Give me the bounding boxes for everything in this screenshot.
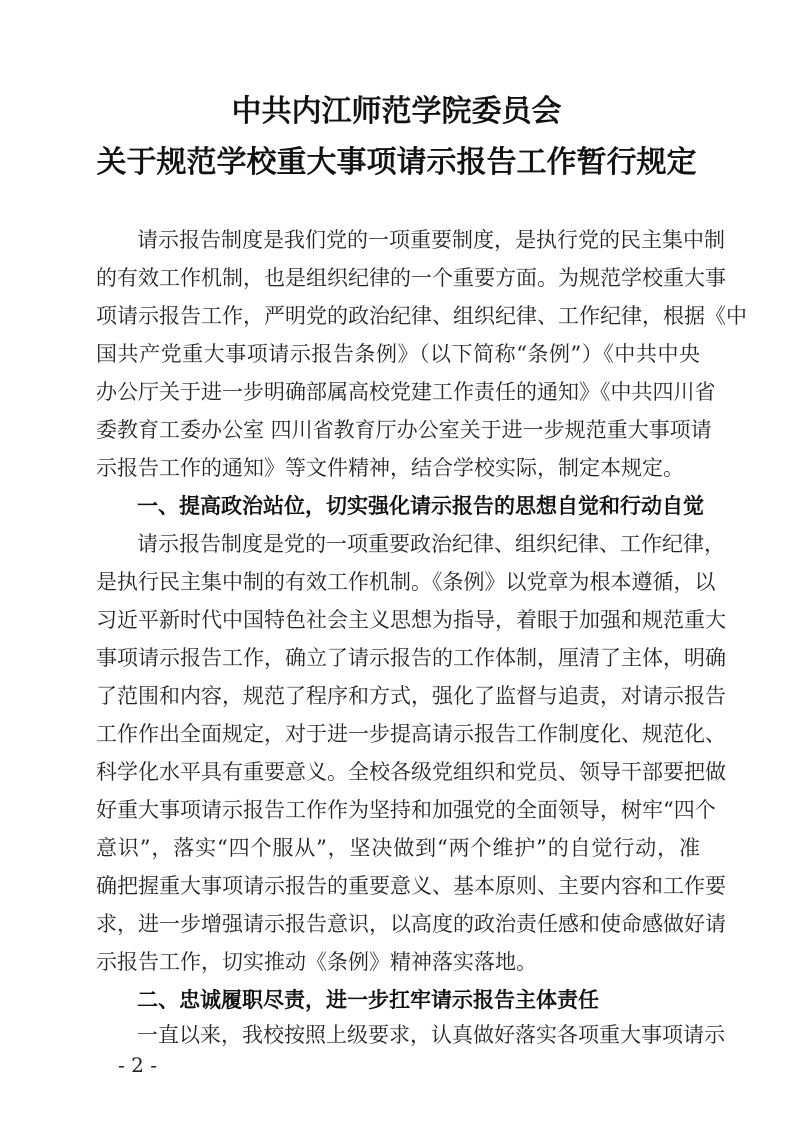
preamble-line: 办公厅关于进一步明确部属高校党建工作责任的通知》《中共四川省 (96, 380, 716, 404)
section-1-line: 事项请示报告工作，确立了请示报告的工作体制，厘清了主体，明确 (96, 646, 726, 670)
document-title-line-1: 中共内江师范学院委员会 (231, 94, 562, 129)
preamble-line: 的有效工作机制，也是组织纪律的一个重要方面。为规范学校重大事 (96, 266, 726, 290)
section-1-line: 科学化水平具有重要意义。全校各级党组织和党员、领导干部要把做 (96, 760, 726, 784)
section-2-heading: 二、忠诚履职尽责，进一步扛牢请示报告主体责任 (137, 988, 599, 1012)
section-1-line: 好重大事项请示报告工作作为坚持和加强党的全面领导，树牢“四个 (96, 798, 716, 822)
preamble-line: 国共产党重大事项请示报告条例》（以下简称“条例”）《中共中央 (96, 342, 700, 366)
section-1-line: 示报告工作，切实推动《条例》精神落实落地。 (96, 950, 537, 974)
section-1-line: 习近平新时代中国特色社会主义思想为指导，着眼于加强和规范重大 (96, 608, 726, 632)
section-1-line: 了范围和内容，规范了程序和方式，强化了监督与追责，对请示报告 (96, 684, 726, 708)
section-1-line: 意识”，落实“四个服从”，坚决做到“两个维护”的自觉行动，准 (96, 836, 700, 860)
section-2-line: 一直以来，我校按照上级要求，认真做好落实各项重大事项请示 (137, 1023, 725, 1047)
page-number: - 2 - (118, 1053, 157, 1077)
section-1-line: 是执行民主集中制的有效工作机制。《条例》以党章为根本遵循，以 (96, 570, 716, 594)
preamble-line: 项请示报告工作，严明党的政治纪律、组织纪律、工作纪律，根据《中 (96, 304, 747, 328)
preamble-line: 委教育工委办公室 四川省教育厅办公室关于进一步规范重大事项请 (96, 418, 712, 442)
section-1-line: 工作作出全面规定，对于进一步提高请示报告工作制度化、规范化、 (96, 722, 726, 746)
section-1-line: 求，进一步增强请示报告意识，以高度的政治责任感和使命感做好请 (96, 912, 726, 936)
section-1-heading: 一、提高政治站位，切实强化请示报告的思想自觉和行动自觉 (137, 494, 704, 518)
preamble-line: 请示报告制度是我们党的一项重要制度，是执行党的民主集中制 (137, 228, 725, 252)
section-1-line: 请示报告制度是党的一项重要政治纪律、组织纪律、工作纪律， (137, 532, 725, 556)
section-1-line: 确把握重大事项请示报告的重要意义、基本原则、主要内容和工作要 (96, 874, 726, 898)
preamble-line: 示报告工作的通知》等文件精神，结合学校实际，制定本规定。 (96, 456, 684, 480)
document-title-line-2: 关于规范学校重大事项请示报告工作暂行规定 (96, 145, 697, 180)
